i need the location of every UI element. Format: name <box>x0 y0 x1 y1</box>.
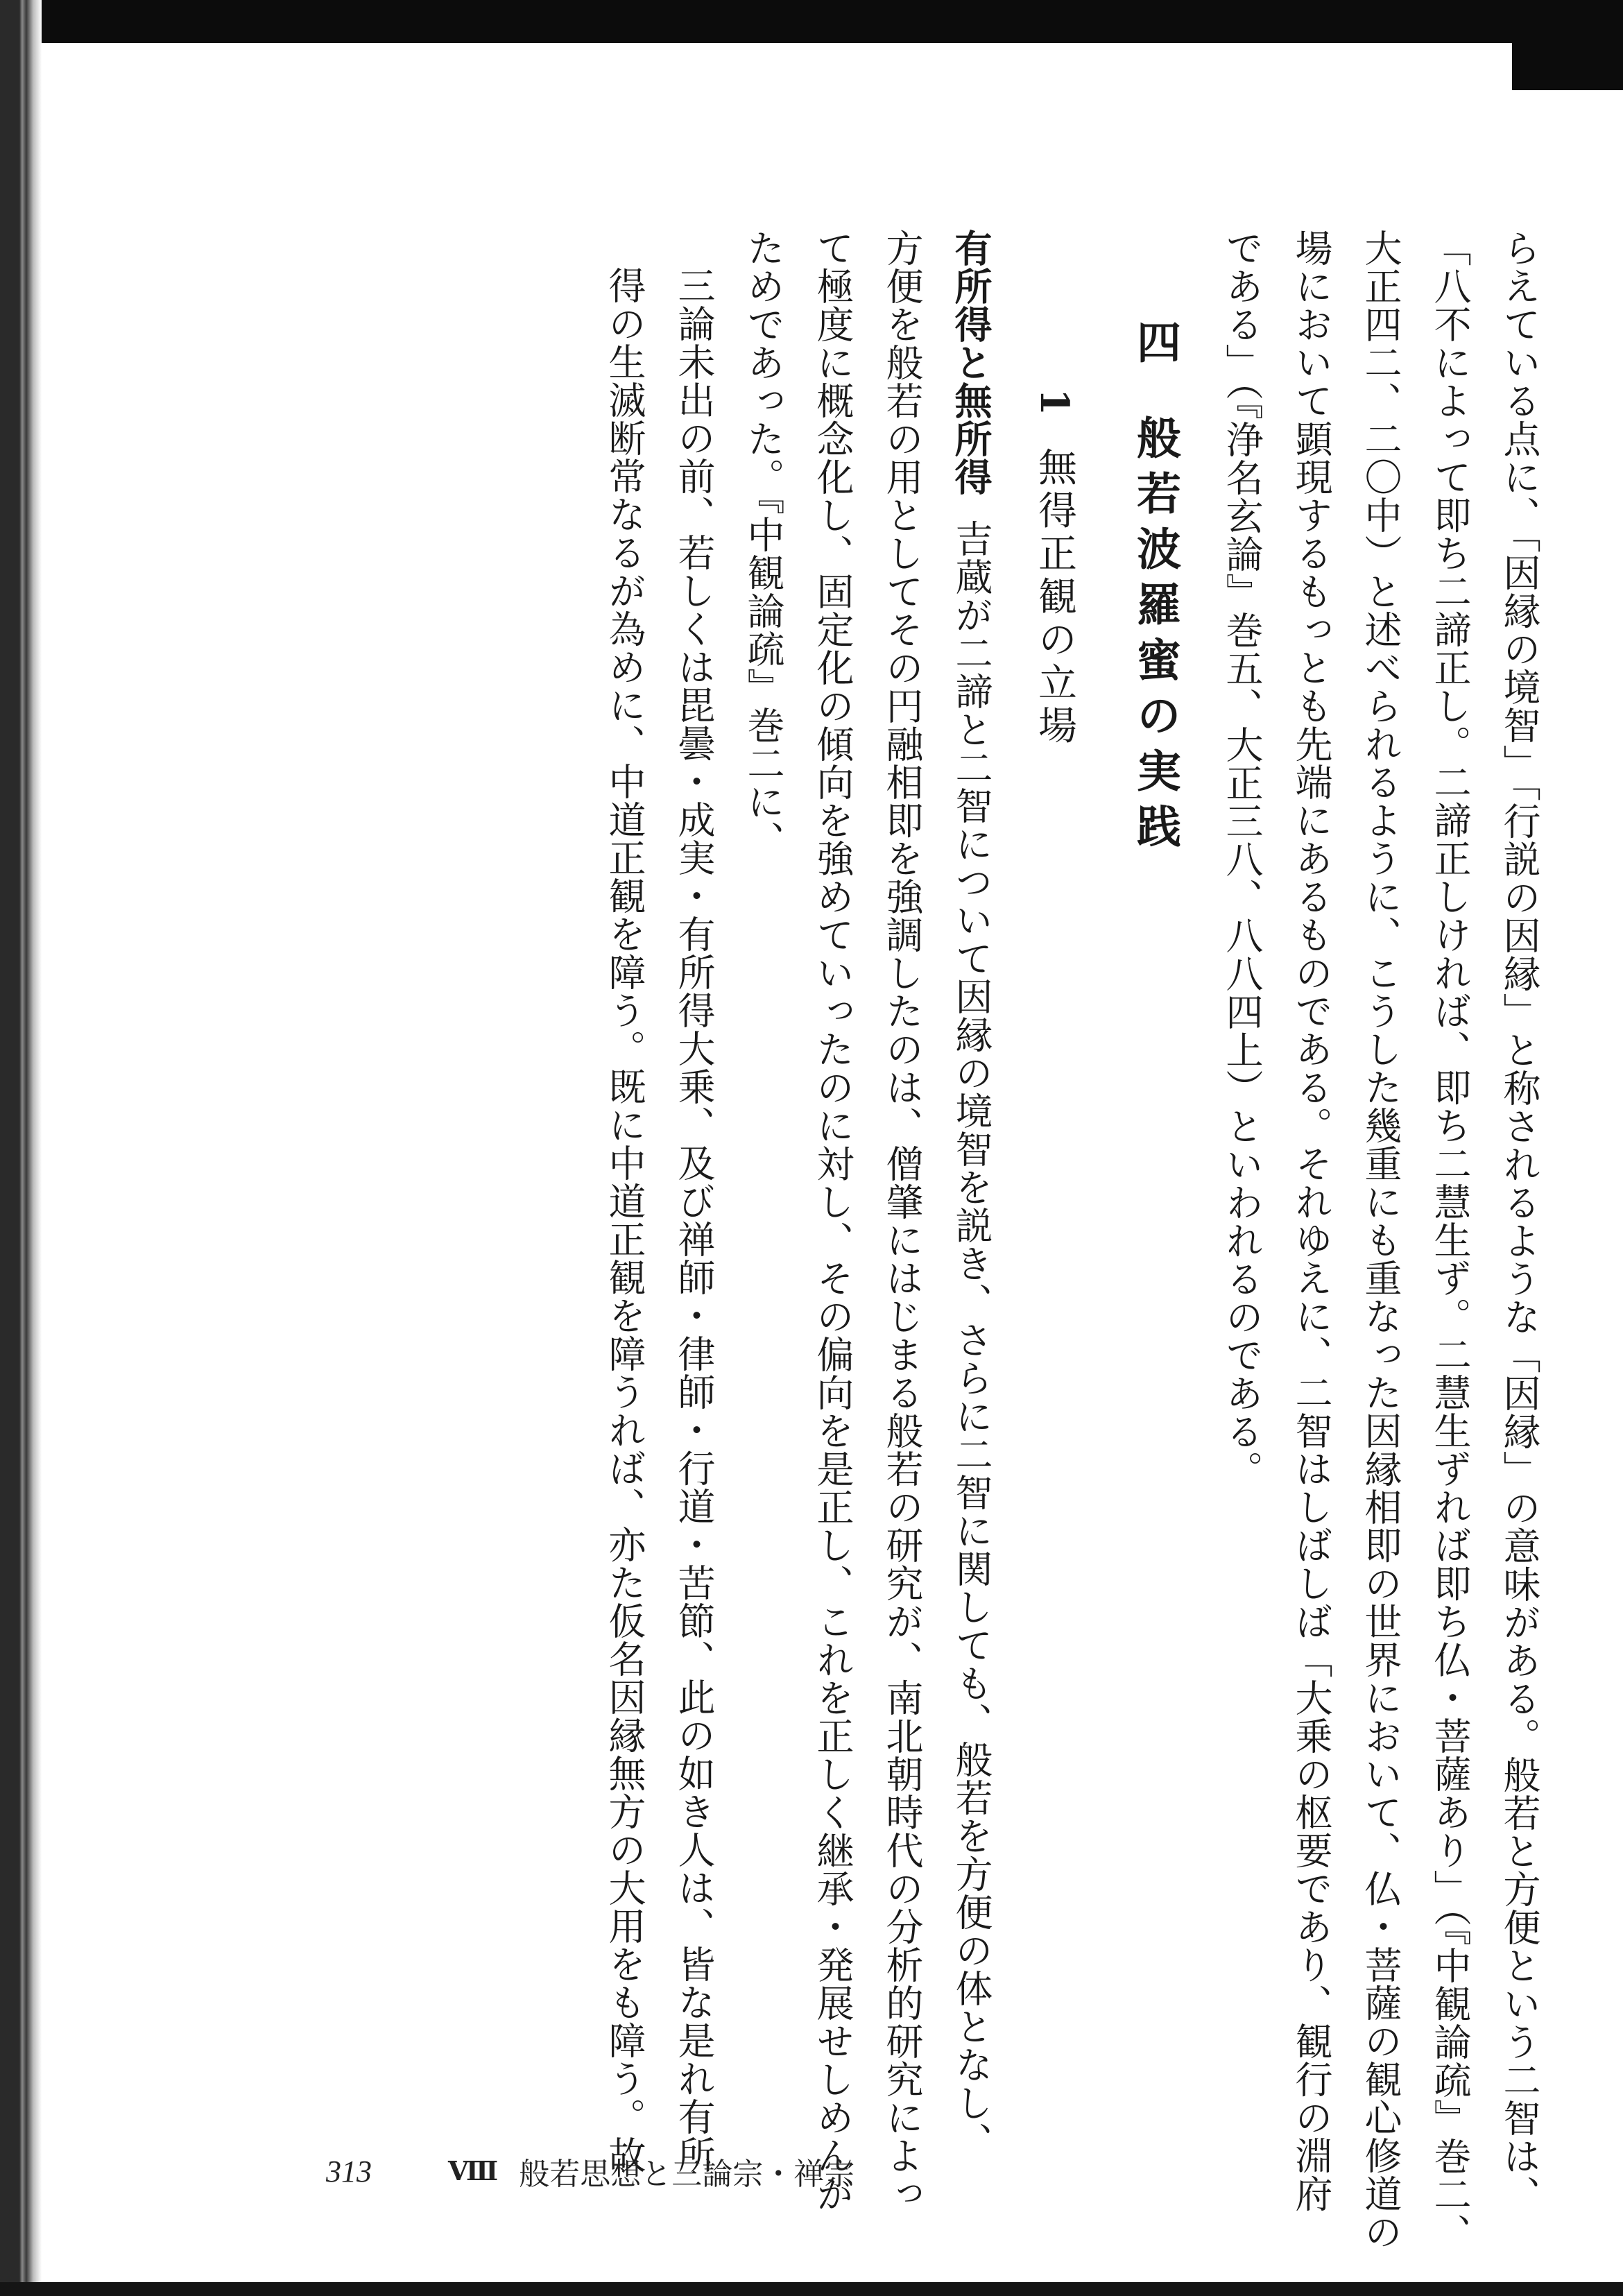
text-line: である」（『浄名玄論』巻五、大正三八、八八四上）といわれるのである。 <box>1220 229 1264 1489</box>
quote-line <box>659 229 728 2174</box>
subheading: 有所得と無所得 <box>949 229 993 496</box>
running-title: 般若思想と三論宗・禅宗 <box>519 2157 855 2191</box>
page-footer <box>326 2149 855 2193</box>
section-title: 無得正観の立場 <box>1032 447 1077 748</box>
text-line: 場において顕現するもっとも先端にあるものである。それゆえに、二智はしばしば「大乗の枢要であり、観行の淵府 <box>1289 229 1333 2213</box>
page-number: 313 <box>326 2154 372 2188</box>
chapter-number: 四 <box>1129 319 1181 375</box>
chapter-heading <box>1103 229 1207 2088</box>
text-line: 大正四二、二〇中）と述べられるように、こうした幾重にも重なった因縁相即の世界において、仏・菩薩の観心修道の <box>1359 229 1402 2251</box>
text-line: 方便を般若の用としてその円融相即を強調したのは、僧肇にはじまる般若の研究が、南北朝時代の分析的研究によっ <box>880 229 924 2213</box>
chapter-roman-numeral: Ⅷ <box>448 2157 499 2186</box>
quote-line <box>590 229 659 2174</box>
text-line: らえている点に、「因縁の境智」「行説の因縁」と称されるような「因縁」の意味がある。般若と方便という二智は、 <box>1497 229 1541 2213</box>
section-number: 1 <box>1031 388 1077 420</box>
text-line: ためであった。『中観論疏』巻二に、 <box>741 229 785 859</box>
text-line <box>936 229 1006 2160</box>
section-heading <box>1006 229 1103 2088</box>
quote-line-content: 得の生滅断常なるが為めに、中道正観を障う。既に中道正観を障うれば、亦た仮名因縁無方の大用をも障う。故 <box>603 266 646 2174</box>
scan-binding-edge <box>0 0 42 2296</box>
text-line: て極度に概念化し、固定化の傾向を強めていったのに対し、その偏向を是正し、これを正しく継承・発展せしめんが <box>811 229 855 2213</box>
text-line: 「八不によって即ち二諦正し。二諦正しければ、即ち二慧生ず。二慧生ずれば即ち仏・菩薩あり」（『中観論疏』巻二、 <box>1428 229 1472 2252</box>
quote-line-content: 三論未出の前、若しくは毘曇・成実・有所得大乗、及び禅師・律師・行道・苦節、此の如き人は、皆な是れ有所 <box>672 266 716 2174</box>
text-line-content: 吉蔵が二諦と二智について因縁の境智を説き、さらに二智に関しても、般若を方便の体となし、 <box>950 520 993 2160</box>
scan-top-edge <box>0 0 1623 43</box>
scan-bottom-edge <box>0 2282 1623 2296</box>
chapter-title: 般若波羅蜜の実践 <box>1129 415 1181 859</box>
